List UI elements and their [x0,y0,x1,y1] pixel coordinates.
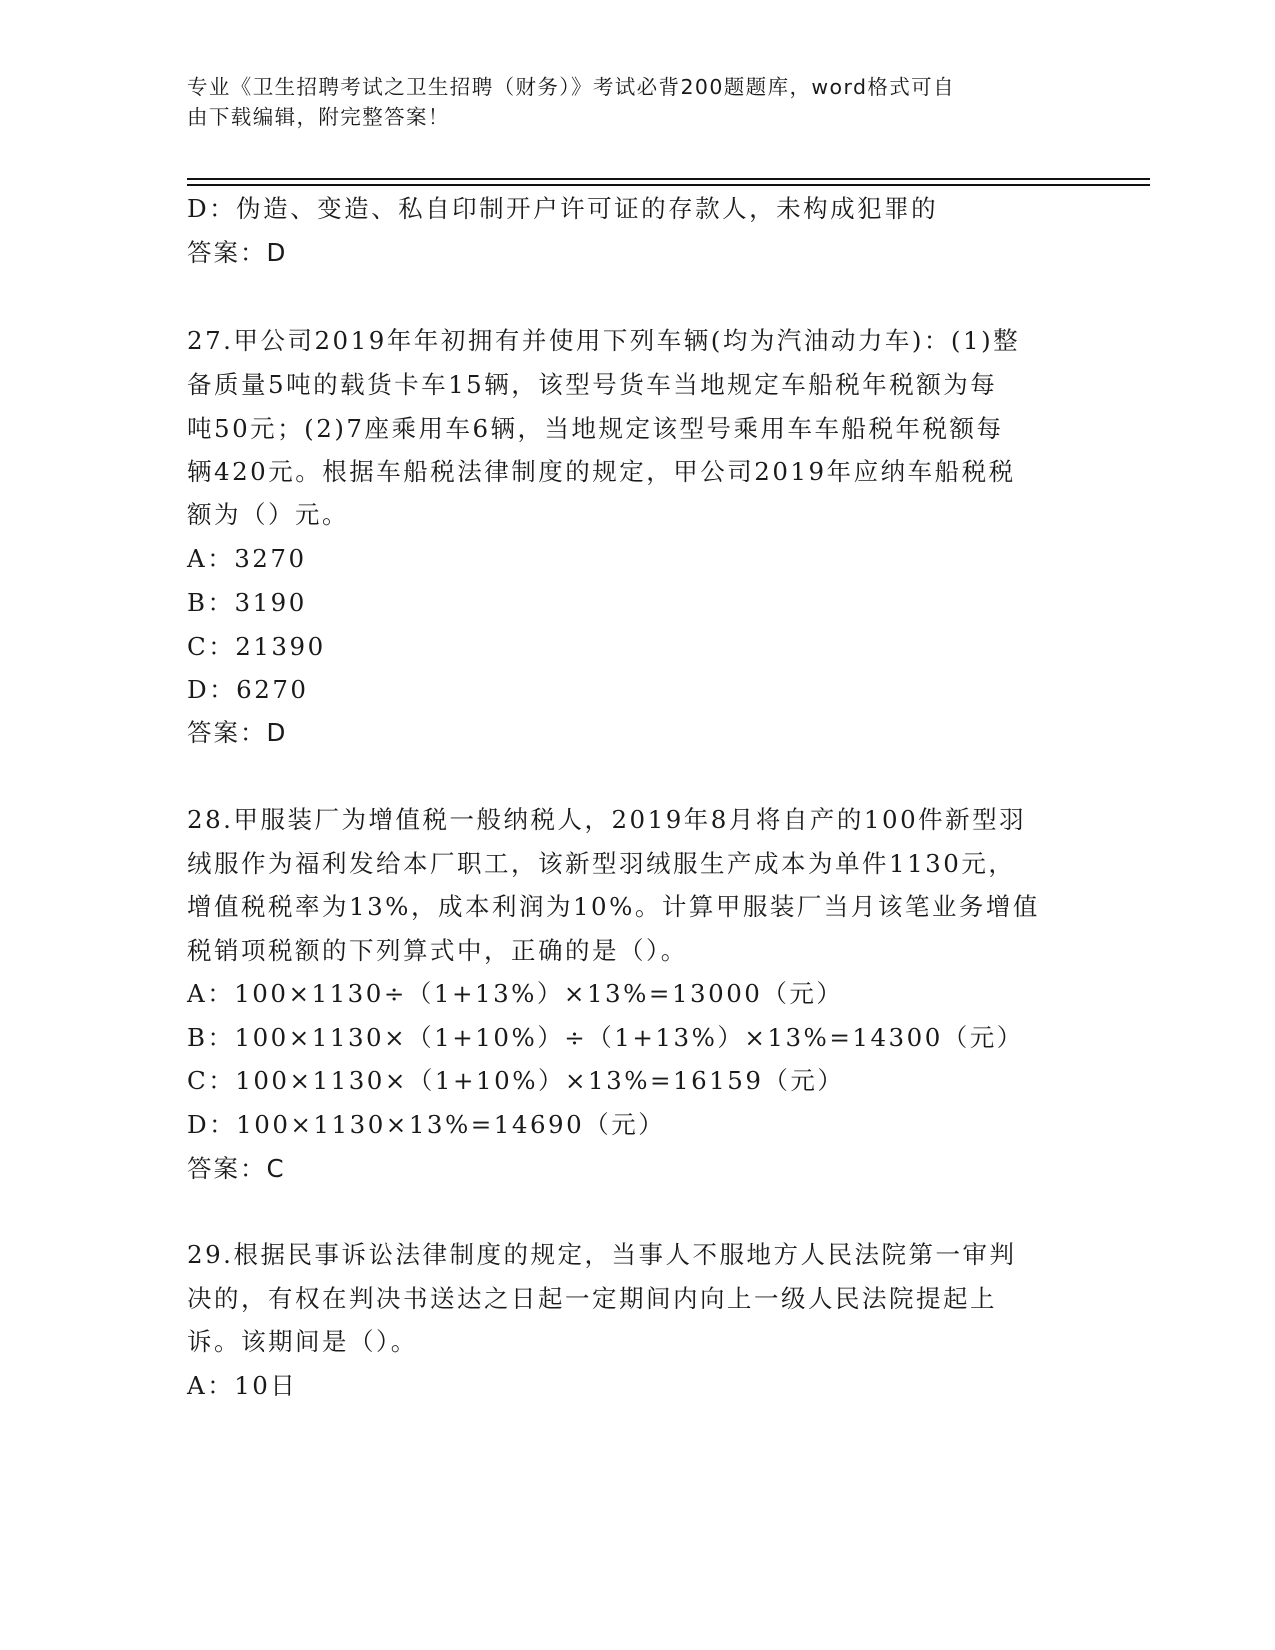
q28-answer: 答案：C [187,1154,286,1183]
prev-option-d: D：伪造、变造、私自印制开户许可证的存款人，未构成犯罪的 [187,194,939,223]
header-line-1: 专业《卫生招聘考试之卫生招聘（财务）》考试必背200题题库，word格式可自 [187,75,955,99]
prev-answer: 答案：D [187,238,288,267]
header-line-2: 由下载编辑，附完整答案！ [187,105,450,129]
q29-option-a: A：10日 [187,1371,298,1400]
q28-option-c: C：100×1130×（1+10%）×13%=16159（元） [187,1066,845,1095]
q29-line-1: 29.根据民事诉讼法律制度的规定，当事人不服地方人民法院第一审判 [187,1240,1017,1269]
q27-option-d: D：6270 [187,675,309,704]
q28-option-d: D：100×1130×13%=14690（元） [187,1110,666,1139]
q27-line-3: 吨50元；(2)7座乘用车6辆，当地规定该型号乘用车车船税年税额每 [187,414,1004,443]
q28-line-1: 28.甲服装厂为增值税一般纳税人，2019年8月将自产的100件新型羽 [187,805,1027,834]
q28-line-4: 税销项税额的下列算式中，正确的是（）。 [187,936,688,965]
q28-line-2: 绒服作为福利发给本厂职工，该新型羽绒服生产成本为单件1130元， [187,849,1016,878]
document-header [187,72,1087,132]
header-rule-bottom [187,184,1150,186]
q27-line-4: 辆420元。根据车船税法律制度的规定，甲公司2019年应纳车船税税 [187,457,1016,486]
q27-line-1: 27.甲公司2019年年初拥有并使用下列车辆(均为汽油动力车)：(1)整 [187,326,1021,355]
q28-option-b: B：100×1130×（1+10%）÷（1+13%）×13%=14300（元） [187,1023,1024,1052]
q27-answer: 答案：D [187,718,288,747]
q29-line-2: 决的，有权在判决书送达之日起一定期间内向上一级人民法院提起上 [187,1284,997,1313]
q27-option-c: C：21390 [187,632,326,661]
q27-line-2: 备质量5吨的载货卡车15辆，该型号货车当地规定车船税年税额为每 [187,370,998,399]
q27-line-5: 额为（）元。 [187,500,349,529]
q27-option-b: B：3190 [187,588,307,617]
q28-option-a: A：100×1130÷（1+13%）×13%=13000（元） [187,979,844,1008]
header-rule-top [187,178,1150,180]
q27-option-a: A：3270 [187,544,307,573]
q28-line-3: 增值税税率为13%，成本利润为10%。计算甲服装厂当月该笔业务增值 [187,892,1040,921]
q29-line-3: 诉。该期间是（）。 [187,1327,418,1356]
